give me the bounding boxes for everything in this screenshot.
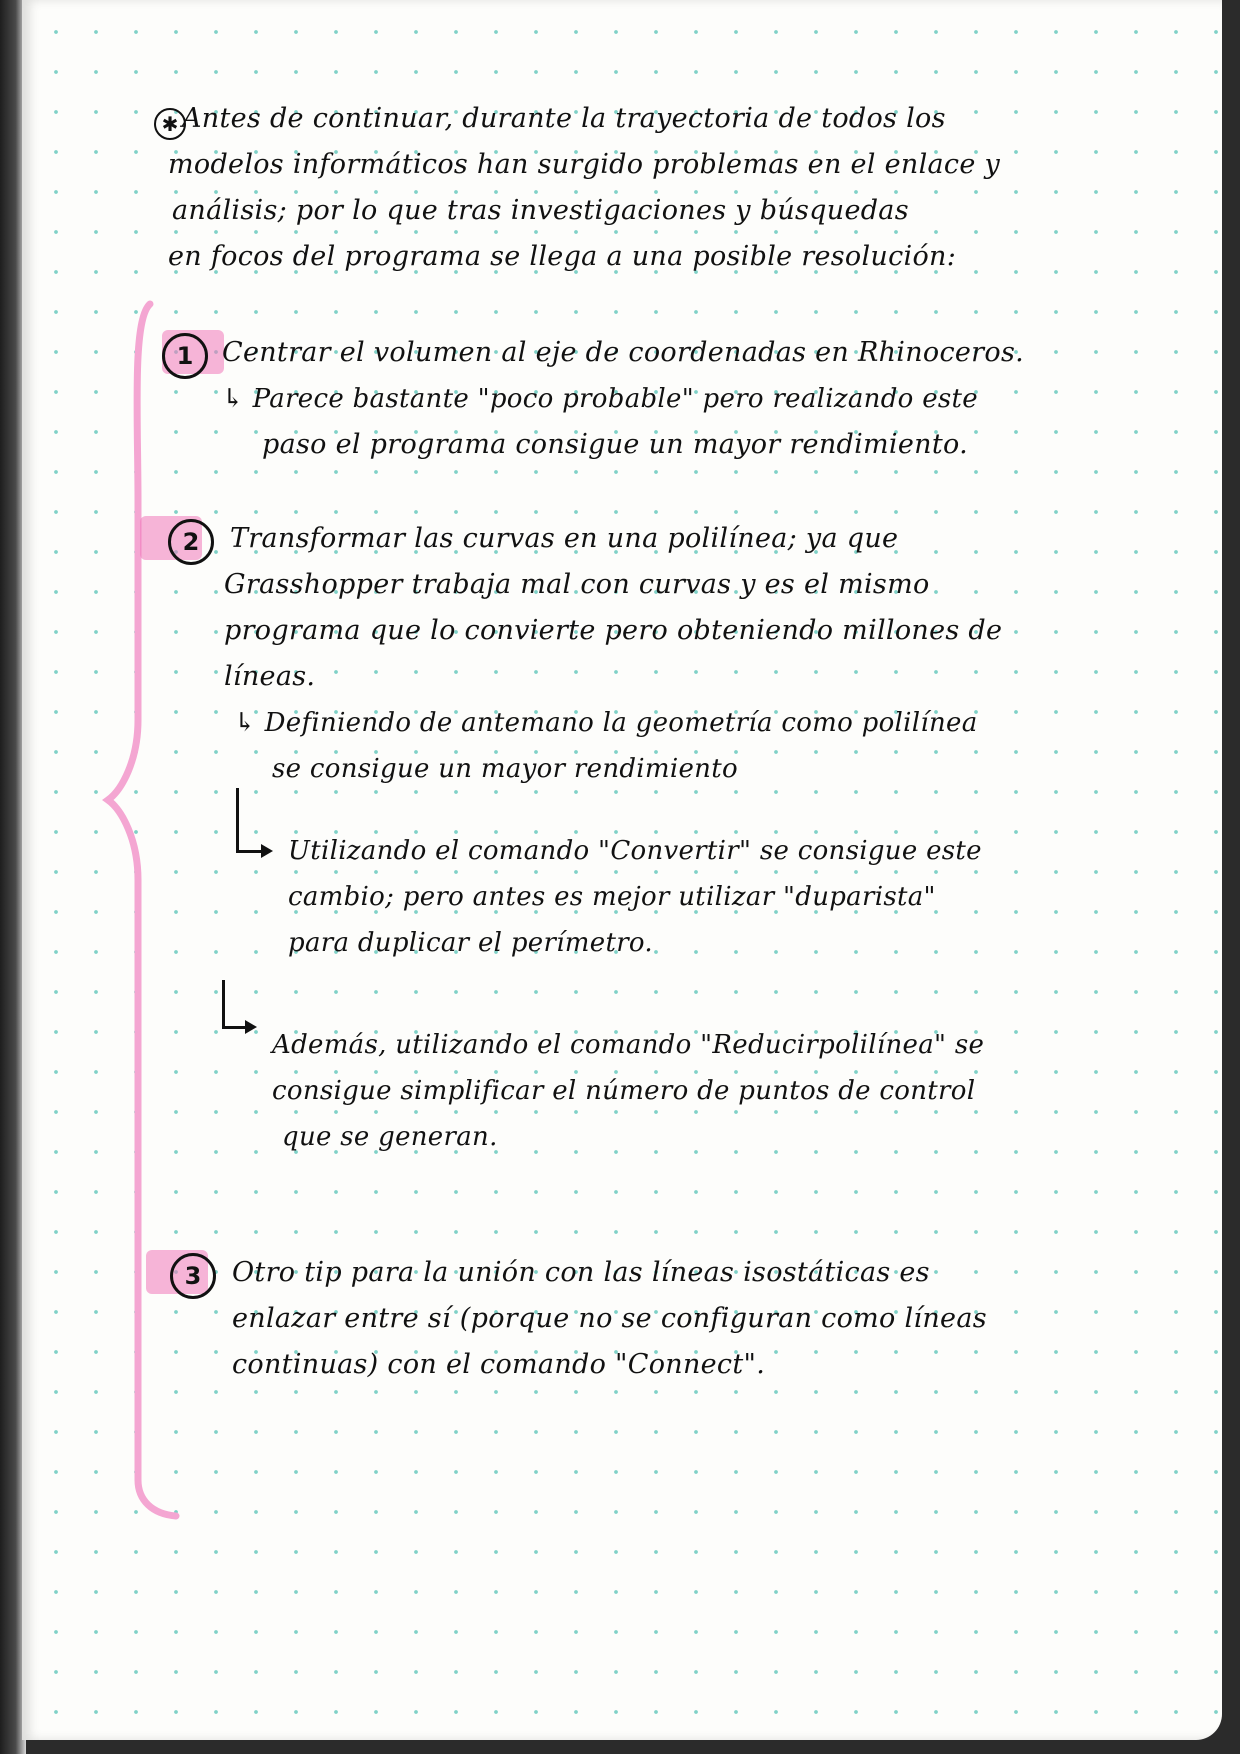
item-3-text [232, 1250, 987, 1388]
item-line: enlazar entre sí (porque no se configuran como líneas [232, 1303, 987, 1334]
subnote-line: ↳ Definiendo de antemano la geometría como polilínea [234, 708, 978, 738]
intro-line: modelos informáticos han surgido problemas en el enlace y [168, 149, 1001, 180]
item-line: líneas. [224, 661, 316, 692]
item-2-subnote-a [234, 700, 978, 792]
asterisk-icon: ✱ [154, 108, 186, 140]
item-line: Transformar las curvas en una polilínea; ya que [230, 523, 899, 554]
intro-line: Antes de continuar, durante la trayectoria de todos los [182, 103, 946, 134]
item-line: programa que lo convierte pero obteniendo millones de [224, 615, 1003, 646]
item-line: Grasshopper trabaja mal con curvas y es el mismo [224, 569, 930, 600]
item-1-text [222, 330, 1024, 468]
item-number-2: 2 [168, 519, 214, 565]
subnote-line: cambio; pero antes es mejor utilizar "duparista" [288, 882, 936, 912]
item-number-1: 1 [162, 333, 208, 379]
item-line: continuas) con el comando "Connect". [232, 1349, 766, 1380]
item-number-3: 3 [170, 1253, 216, 1299]
item-2-subnote-b [288, 828, 982, 966]
subnote-line: que se generan. [282, 1122, 498, 1152]
arrow-icon [222, 980, 247, 1029]
subnote-line: se consigue un mayor rendimiento [272, 754, 738, 784]
arrow-icon [236, 788, 263, 853]
subnote-line: Además, utilizando el comando "Reducirpolilínea" se [272, 1030, 985, 1060]
intro-line: análisis; por lo que tras investigaciones y búsquedas [172, 195, 909, 226]
item-line: ↳ Parece bastante "poco probable" pero realizando este [222, 384, 978, 414]
item-line: Otro tip para la unión con las líneas isostáticas es [232, 1257, 930, 1288]
item-line: Centrar el volumen al eje de coordenadas en Rhinoceros. [222, 337, 1024, 368]
item-line: paso el programa consigue un mayor rendimiento. [262, 429, 968, 460]
item-2-text [224, 516, 1002, 700]
subnote-line: Utilizando el comando "Convertir" se consigue este [288, 836, 982, 866]
intro-line: en focos del programa se llega a una posible resolución: [168, 241, 957, 272]
subnote-line: para duplicar el perímetro. [288, 928, 653, 958]
intro-paragraph [168, 96, 1001, 280]
notebook-page [22, 0, 1222, 1740]
pink-brace [102, 300, 212, 1520]
subnote-line: consigue simplificar el número de puntos de control [272, 1076, 976, 1106]
item-2-subnote-c [272, 1022, 984, 1160]
